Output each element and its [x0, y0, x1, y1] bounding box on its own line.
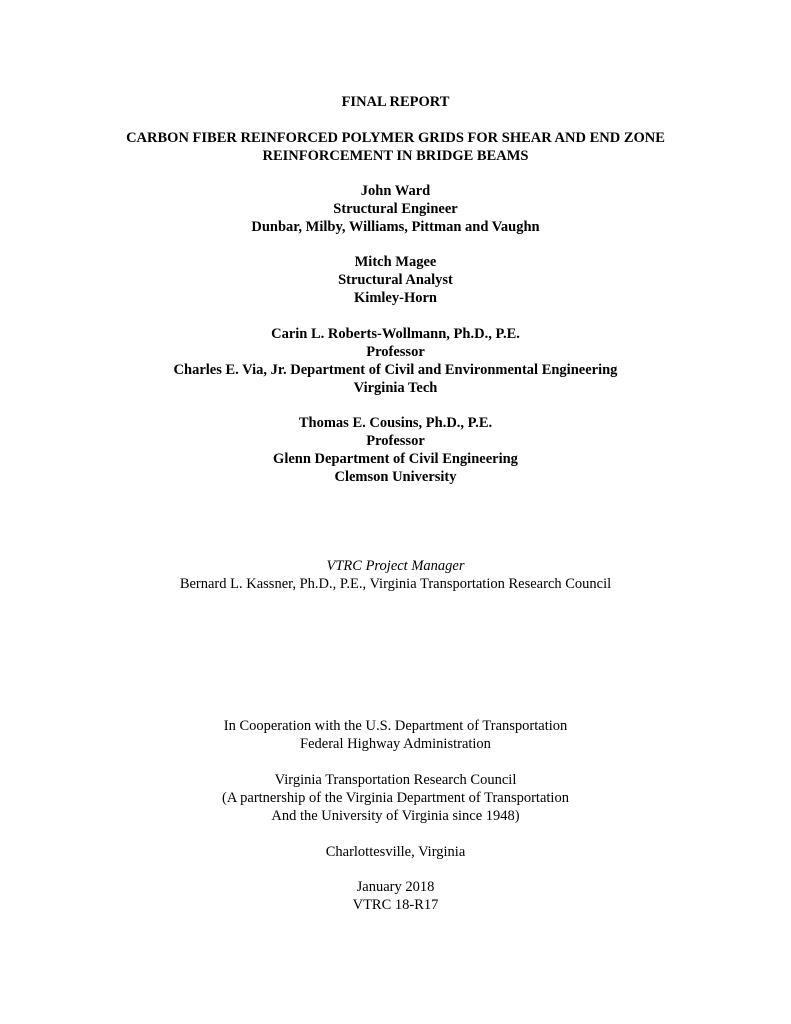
author-4-institution: Clemson University: [334, 469, 457, 485]
author-2-role: Structural Analyst: [338, 272, 453, 288]
report-number: VTRC 18-R17: [352, 897, 439, 913]
council-line-1: Virginia Transportation Research Council: [274, 772, 517, 788]
author-3-institution: Virginia Tech: [353, 380, 438, 396]
title-line-2: REINFORCEMENT IN BRIDGE BEAMS: [262, 148, 529, 164]
report-date: January 2018: [356, 879, 435, 895]
author-2-affiliation: Kimley-Horn: [354, 290, 437, 306]
author-1-affiliation: Dunbar, Milby, Williams, Pittman and Vaughn: [251, 219, 540, 235]
author-3-name: Carin L. Roberts-Wollmann, Ph.D., P.E.: [271, 326, 520, 342]
project-manager-label: VTRC Project Manager: [326, 558, 465, 574]
report-label: FINAL REPORT: [341, 94, 450, 110]
author-2-name: Mitch Magee: [354, 254, 437, 270]
author-1-name: John Ward: [360, 183, 431, 199]
author-1-role: Structural Engineer: [333, 201, 458, 217]
author-4-name: Thomas E. Cousins, Ph.D., P.E.: [298, 415, 493, 431]
author-4-role: Professor: [366, 433, 425, 449]
council-line-2: (A partnership of the Virginia Department of Transportation: [222, 790, 569, 806]
location: Charlottesville, Virginia: [325, 844, 466, 860]
project-manager-name: Bernard L. Kassner, Ph.D., P.E., Virginia Transportation Research Council: [179, 576, 612, 592]
author-3-department: Charles E. Via, Jr. Department of Civil and Environmental Engineering: [173, 362, 618, 378]
author-4-department: Glenn Department of Civil Engineering: [273, 451, 518, 467]
council-line-3: And the University of Virginia since 1948): [271, 808, 520, 824]
cooperation-line-2: Federal Highway Administration: [300, 736, 491, 752]
author-3-role: Professor: [366, 344, 425, 360]
cooperation-line-1: In Cooperation with the U.S. Department of Transportation: [223, 718, 568, 734]
title-line-1: CARBON FIBER REINFORCED POLYMER GRIDS FOR SHEAR AND END ZONE: [126, 130, 665, 146]
